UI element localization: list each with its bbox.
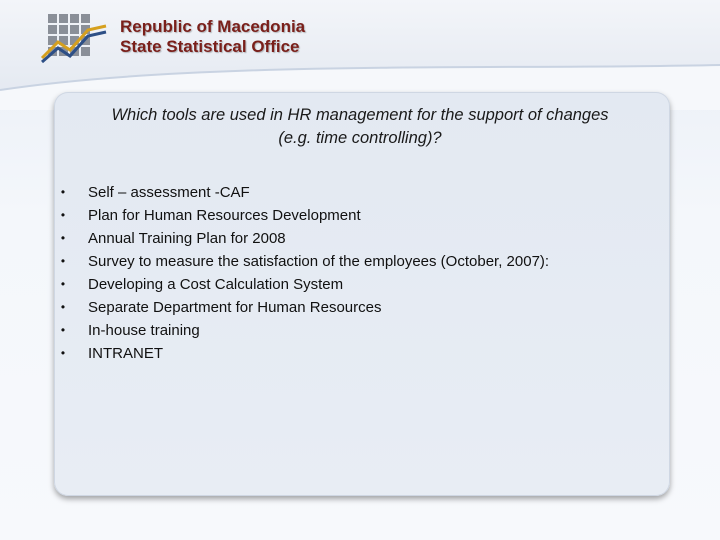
list-item-text: INTRANET (88, 345, 163, 362)
list-item-text: Self – assessment -CAF (88, 184, 250, 201)
organization-name (120, 17, 305, 57)
list-item-text: Plan for Human Resources Development (88, 207, 361, 224)
bullet-marker: • (60, 254, 66, 268)
list-item-text: Separate Department for Human Resources (88, 299, 382, 316)
slide-title-line2: (e.g. time controlling)? (278, 129, 442, 147)
slide-title-line1: Which tools are used in HR management for the support of changes (111, 106, 609, 124)
bullet-marker: • (60, 185, 66, 199)
bullet-marker: • (60, 323, 66, 337)
bullet-marker: • (60, 208, 66, 222)
slide-title (54, 104, 666, 150)
list-item-text: Annual Training Plan for 2008 (88, 230, 286, 247)
org-name-line2: State Statistical Office (120, 37, 300, 56)
org-name-line1: Republic of Macedonia (120, 17, 306, 36)
bullet-marker: • (60, 277, 66, 291)
list-item-text: In-house training (88, 322, 200, 339)
bullet-marker: • (60, 346, 66, 360)
bullet-marker: • (60, 231, 66, 245)
list-item-text: Survey to measure the satisfaction of the employees (October, 2007): (88, 253, 550, 270)
chart-logo-icon (40, 12, 110, 67)
list-item-text: Developing a Cost Calculation System (88, 276, 344, 293)
bullet-marker: • (60, 300, 66, 314)
